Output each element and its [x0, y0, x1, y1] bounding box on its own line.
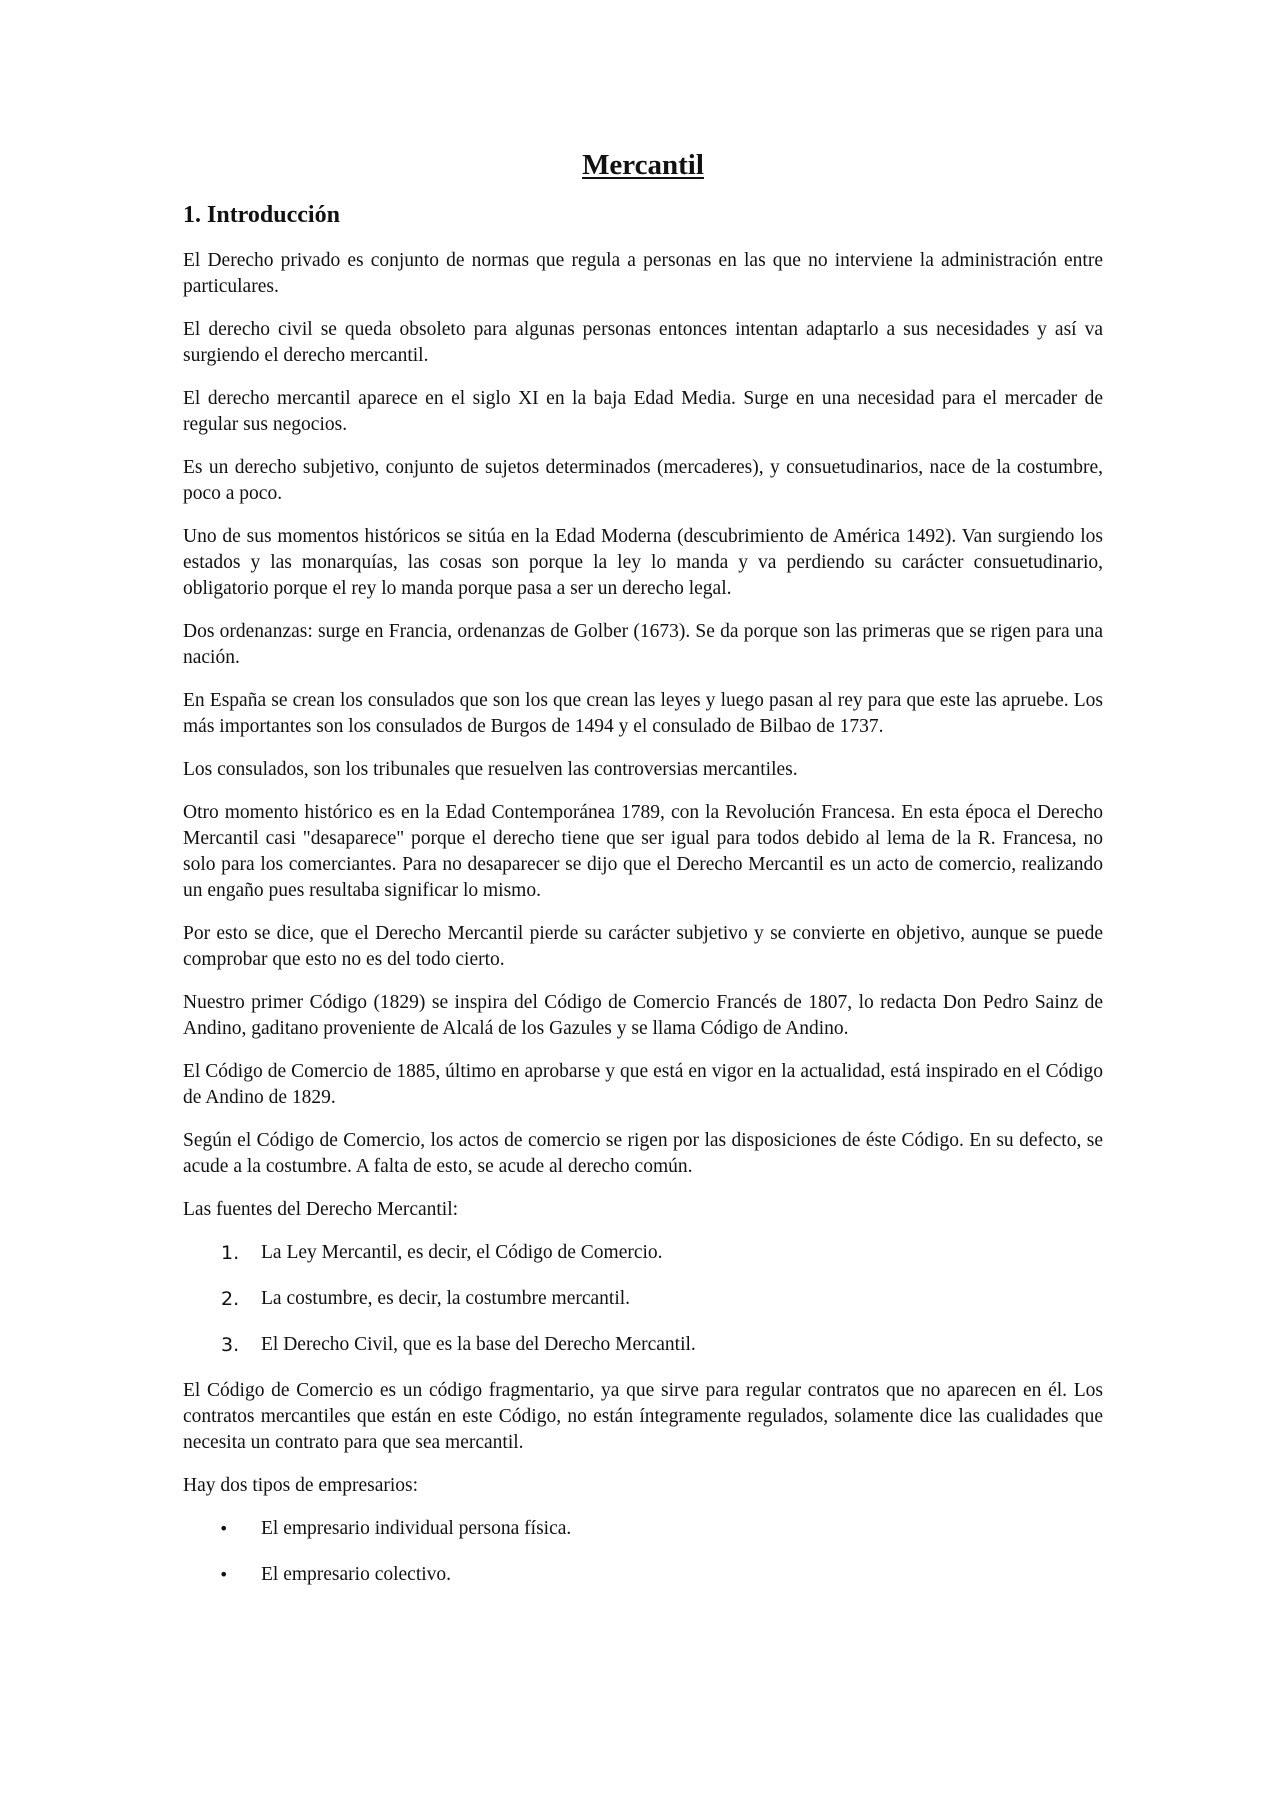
paragraph: Otro momento histórico es en la Edad Contemporánea 1789, con la Revolución Francesa. En esta época el Derecho Mercantil casi "desaparece" porque el derecho tiene que ser igual para todos debido al lema de la R. Francesa, no solo para los comerciantes. Para no desaparecer se dijo que el Derecho Mercantil es un acto de comercio, realizando un engaño pues resultaba significar lo mismo.	[183, 802, 1103, 901]
list-number: 3.	[221, 1334, 240, 1356]
paragraph: Nuestro primer Código (1829) se inspira del Código de Comercio Francés de 1807, lo redacta Don Pedro Sainz de Andino, gaditano proveniente de Alcalá de los Gazules y se llama Código de Andino.	[183, 992, 1103, 1039]
bullet-icon: •	[219, 1519, 229, 1538]
list-item-text: La Ley Mercantil, es decir, el Código de Comercio.	[261, 1242, 663, 1263]
list-item	[183, 1240, 1103, 1266]
document-title: Mercantil	[582, 149, 704, 181]
bullet-icon: •	[219, 1565, 229, 1584]
paragraph: Es un derecho subjetivo, conjunto de sujetos determinados (mercaderes), y consuetudinarios, nace de la costumbre, poco a poco.	[183, 457, 1103, 504]
paragraph: El derecho mercantil aparece en el siglo XI en la baja Edad Media. Surge en una necesidad para el mercader de regular sus negocios.	[183, 388, 1103, 435]
paragraph: Hay dos tipos de empresarios:	[183, 1475, 419, 1496]
paragraph: El Derecho privado es conjunto de normas que regula a personas en las que no interviene la administración entre particulares.	[183, 250, 1103, 297]
list-number: 1.	[221, 1242, 240, 1264]
list-item	[183, 1562, 1103, 1588]
paragraph: En España se crean los consulados que son los que crean las leyes y luego pasan al rey para que este las apruebe. Los más importantes son los consulados de Burgos de 1494 y el consulado de Bilbao de 1737.	[183, 690, 1103, 737]
paragraph: El Código de Comercio es un código fragmentario, ya que sirve para regular contratos que no aparecen en él. Los contratos mercantiles que están en este Código, no están íntegramente regulados, solamente dice las cualidades que necesita un contrato para que sea mercantil.	[183, 1380, 1103, 1453]
section-heading: 1. Introducción	[183, 202, 340, 228]
list-item-text: La costumbre, es decir, la costumbre mercantil.	[261, 1288, 631, 1309]
paragraph: El Código de Comercio de 1885, último en aprobarse y que está en vigor en la actualidad, está inspirado en el Código de Andino de 1829.	[183, 1061, 1103, 1108]
sources-list	[183, 1240, 1103, 1358]
list-item-text: El empresario individual persona física.	[261, 1518, 572, 1539]
list-number: 2.	[221, 1288, 240, 1310]
paragraph: Los consulados, son los tribunales que resuelven las controversias mercantiles.	[183, 759, 798, 780]
list-item	[183, 1332, 1103, 1358]
document-page	[183, 148, 1103, 1608]
list-item-text: El Derecho Civil, que es la base del Derecho Mercantil.	[261, 1334, 696, 1355]
paragraph: Según el Código de Comercio, los actos de comercio se rigen por las disposiciones de éste Código. En su defecto, se acude a la costumbre. A falta de esto, se acude al derecho común.	[183, 1130, 1103, 1177]
list-item	[183, 1516, 1103, 1542]
paragraph: El derecho civil se queda obsoleto para algunas personas entonces intentan adaptarlo a sus necesidades y así va surgiendo el derecho mercantil.	[183, 319, 1103, 366]
paragraph: Por esto se dice, que el Derecho Mercantil pierde su carácter subjetivo y se convierte en objetivo, aunque se puede comprobar que esto no es del todo cierto.	[183, 923, 1103, 970]
paragraph: Uno de sus momentos históricos se sitúa en la Edad Moderna (descubrimiento de América 1492). Van surgiendo los estados y las monarquías, las cosas son porque la ley lo manda y va perdiendo su carácter consuetudinario, obligatorio porque el rey lo manda porque pasa a ser un derecho legal.	[183, 526, 1103, 599]
paragraph: Dos ordenanzas: surge en Francia, ordenanzas de Golber (1673). Se da porque son las primeras que se rigen para una nación.	[183, 621, 1103, 668]
employers-list	[183, 1516, 1103, 1588]
list-item-text: El empresario colectivo.	[261, 1564, 452, 1585]
list-item	[183, 1286, 1103, 1312]
paragraph: Las fuentes del Derecho Mercantil:	[183, 1199, 459, 1220]
